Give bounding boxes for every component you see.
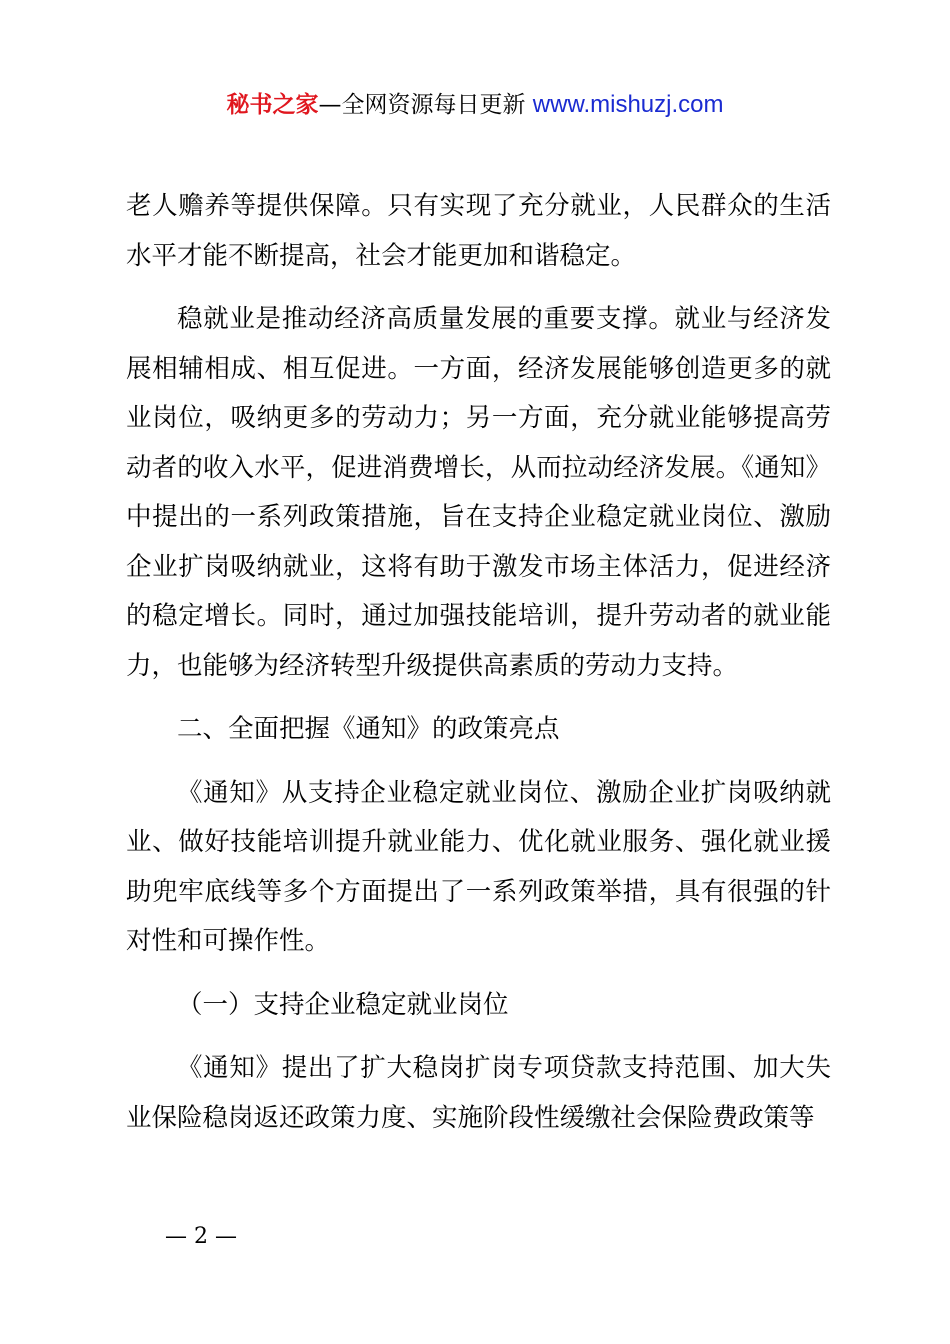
site-url-link[interactable]: www.mishuzj.com (532, 91, 724, 118)
section-heading: 二、全面把握《通知》的政策亮点 (177, 714, 560, 744)
paragraph-economy: 稳就业是推动经济高质量发展的重要支撑。就业与经济发展相辅相成、相互促进。一方面，经济发展能够创造更多的就业岗位，吸纳更多的劳动力；另一方面，充分就业能够提高劳动者的收入水平，促进消费增长，从而拉动经济发展。《通知》中提出的一系列政策措施，旨在支持企业稳定就业岗位、激励企业扩岗吸纳就业，这将有助于激发市场主体活力，促进经济的稳定增长。同时，通过加强技能培训，提升劳动者的就业能力，也能够为经济转型升级提供高素质的劳动力支持。 (126, 304, 831, 681)
paragraph-policy-detail: 《通知》提出了扩大稳岗扩岗专项贷款支持范围、加大失业保险稳岗返还政策力度、实施阶段性缓缴社会保险费政策等 (126, 1053, 831, 1133)
paragraph-continuation: 老人赡养等提供保障。只有实现了充分就业，人民群众的生活水平才能不断提高，社会才能更加和谐稳定。 (126, 191, 831, 271)
site-brand: 秘书之家 (226, 92, 319, 118)
page-number: — 2 — (165, 1224, 237, 1249)
document-body (126, 182, 831, 1143)
site-tagline: —全网资源每日更新 (318, 92, 533, 118)
subsection-heading: （一）支持企业稳定就业岗位 (177, 989, 509, 1020)
paragraph-policy-overview: 《通知》从支持企业稳定就业岗位、激励企业扩岗吸纳就业、做好技能培训提升就业能力、优化就业服务、强化就业援助兜牢底线等多个方面提出了一系列政策举措，具有很强的针对性和可操作性。 (126, 777, 831, 956)
site-header (0, 88, 950, 122)
